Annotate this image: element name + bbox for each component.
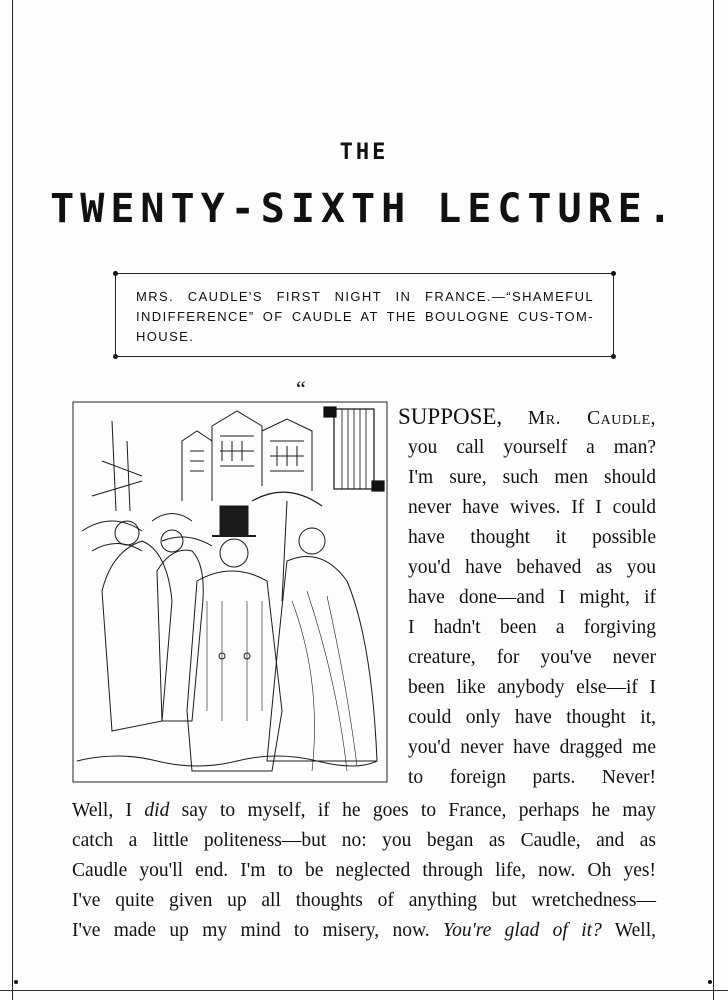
text-line: Caudle you'll end. I'm to be neglected through life, now. Oh yes! — [72, 860, 656, 881]
text-line: catch a little politeness—but no: you began as Caudle, and as — [72, 830, 656, 851]
opening-word: SUPPOSE, — [398, 404, 503, 429]
chapter-summary: MRS. CAUDLE'S FIRST NIGHT IN FRANCE.—“SHAMEFUL INDIFFERENCE” OF CAUDLE AT THE BOULOGNE CUS-TOM-HOUSE. — [136, 289, 594, 344]
corner-dot — [14, 980, 18, 984]
summary-box — [115, 273, 614, 357]
emphasis: You're glad of it? — [443, 920, 602, 941]
text-line: been like anybody else—if I — [408, 677, 656, 698]
addressee-name: Mr. Caudle, — [527, 408, 656, 429]
text-line: to foreign parts. Never! — [408, 767, 656, 788]
text-line: creature, for you've never — [408, 647, 656, 668]
text-fragment: I've made up my mind to misery, now. — [72, 920, 444, 941]
heading-the: THE — [339, 140, 389, 165]
text-line: you'd never have dragged me — [408, 737, 656, 758]
text-fragment: Well, — [601, 920, 657, 941]
text-line: could only have thought it, — [408, 707, 656, 728]
street-crowd-engraving-icon — [72, 401, 388, 783]
text-line: never have wives. If I could — [408, 497, 656, 518]
text-line: I'm sure, such men should — [408, 467, 656, 488]
text-line: I hadn't been a forgiving — [408, 617, 656, 638]
text-line: I've quite given up all thoughts of anything but wretchedness— — [72, 890, 656, 911]
text-line — [398, 402, 656, 434]
text-line: you call yourself a man? — [408, 437, 656, 458]
text-line: have thought it possible — [408, 527, 656, 548]
text-line: have done—and I might, if — [408, 587, 656, 608]
text-line: you'd have behaved as you — [408, 557, 656, 578]
box-corner-dot — [611, 354, 616, 359]
text-fragment: Well, I — [72, 800, 145, 821]
box-corner-dot — [113, 354, 118, 359]
opening-quote-mark: “ — [296, 376, 306, 401]
lecture-title-word: LECTURE. — [437, 186, 678, 232]
text-line — [72, 916, 656, 946]
lecture-title-number: TWENTY-SIXTH — [50, 186, 412, 232]
box-corner-dot — [113, 271, 118, 276]
emphasis: did — [144, 800, 170, 821]
text-line — [72, 796, 656, 826]
corner-dot — [708, 980, 712, 984]
lecture-title — [0, 186, 728, 232]
text-fragment: say to myself, if he goes to France, perhaps he may — [169, 800, 657, 821]
page-border-bottom — [0, 990, 728, 991]
box-corner-dot — [611, 271, 616, 276]
